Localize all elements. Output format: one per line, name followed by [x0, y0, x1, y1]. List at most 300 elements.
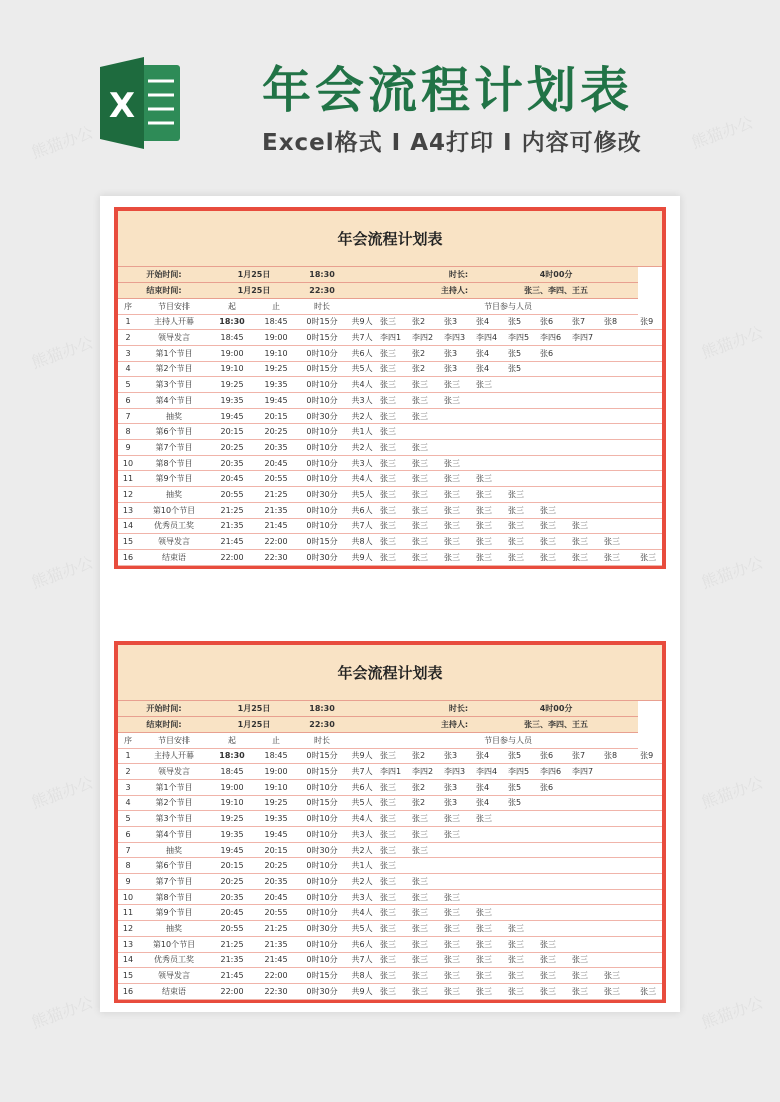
row-end: 20:55	[254, 471, 298, 487]
row-participant	[570, 502, 602, 518]
row-participant: 张三	[442, 471, 474, 487]
col-header-duration: 时长	[298, 298, 346, 314]
row-start: 22:00	[210, 549, 254, 565]
row-participant	[538, 842, 570, 858]
excel-logo-icon	[100, 57, 182, 149]
row-participant: 张三	[442, 377, 474, 393]
page-title: 年会流程计划表	[262, 62, 634, 119]
row-participant: 张三	[474, 952, 506, 968]
row-participant	[570, 874, 602, 890]
column-header-row	[118, 298, 662, 314]
row-duration: 0时15分	[298, 534, 346, 550]
row-participant: 张三	[570, 518, 602, 534]
row-start: 20:55	[210, 921, 254, 937]
row-participant: 张3	[442, 795, 474, 811]
row-participant: 张三	[378, 983, 410, 999]
row-participant: 张三	[442, 827, 474, 843]
row-participant	[506, 393, 538, 409]
row-participant	[602, 502, 638, 518]
row-participant: 张2	[410, 779, 442, 795]
row-no: 7	[118, 408, 138, 424]
row-duration: 0时30分	[298, 842, 346, 858]
row-participant: 李四5	[506, 764, 538, 780]
row-participant: 张三	[378, 936, 410, 952]
row-no: 8	[118, 858, 138, 874]
row-program: 结束语	[138, 983, 210, 999]
row-duration: 0时15分	[298, 361, 346, 377]
start-label: 开始时间:	[118, 267, 210, 283]
row-participant	[602, 471, 638, 487]
row-participant: 张6	[538, 748, 570, 764]
row-participant	[638, 487, 662, 503]
row-participant: 张三	[410, 936, 442, 952]
row-participant	[474, 455, 506, 471]
row-participant	[602, 377, 638, 393]
sheet-title: 年会流程计划表	[118, 211, 662, 267]
row-participant	[538, 377, 570, 393]
row-duration: 0时10分	[298, 424, 346, 440]
row-participant: 张三	[410, 968, 442, 984]
row-participant	[506, 811, 538, 827]
row-participant: 张三	[442, 487, 474, 503]
row-participant	[506, 440, 538, 456]
row-end: 18:45	[254, 748, 298, 764]
row-start: 19:00	[210, 779, 254, 795]
row-participant	[570, 424, 602, 440]
row-participant	[638, 440, 662, 456]
row-participant	[602, 408, 638, 424]
row-participant	[638, 330, 662, 346]
row-start: 20:35	[210, 889, 254, 905]
row-no: 1	[118, 748, 138, 764]
row-start: 19:25	[210, 377, 254, 393]
row-participant	[638, 502, 662, 518]
watermark: 熊猫办公	[699, 322, 766, 363]
row-participant	[602, 779, 638, 795]
row-participant	[570, 393, 602, 409]
row-participant: 张3	[442, 314, 474, 330]
row-participant: 张三	[410, 952, 442, 968]
row-start: 20:35	[210, 455, 254, 471]
row-participant: 张三	[442, 811, 474, 827]
row-program: 领导发言	[138, 534, 210, 550]
row-program: 第4个节目	[138, 393, 210, 409]
row-no: 4	[118, 795, 138, 811]
row-count: 共3人	[346, 889, 378, 905]
row-end: 21:35	[254, 936, 298, 952]
row-duration: 0时10分	[298, 874, 346, 890]
row-participant: 张三	[378, 345, 410, 361]
row-start: 19:35	[210, 827, 254, 843]
row-participant: 张三	[442, 534, 474, 550]
row-participant: 张三	[506, 518, 538, 534]
row-participant: 张三	[474, 534, 506, 550]
row-participant: 张三	[602, 968, 638, 984]
col-header-no: 序	[118, 732, 138, 748]
row-participant	[602, 936, 638, 952]
row-participant: 张5	[506, 795, 538, 811]
row-participant: 张三	[378, 314, 410, 330]
schedule-row	[118, 471, 662, 487]
row-participant: 张三	[602, 534, 638, 550]
duration-label: 时长:	[346, 701, 474, 717]
row-participant: 张三	[442, 889, 474, 905]
row-no: 3	[118, 779, 138, 795]
duration-value: 4时00分	[474, 267, 638, 283]
row-participant: 张2	[410, 314, 442, 330]
row-participant	[538, 361, 570, 377]
row-participant: 李四2	[410, 330, 442, 346]
row-start: 18:45	[210, 764, 254, 780]
row-participant	[442, 874, 474, 890]
column-header-row	[118, 732, 662, 748]
row-participant	[602, 455, 638, 471]
start-info-row	[118, 267, 662, 283]
row-no: 14	[118, 952, 138, 968]
row-start: 19:45	[210, 842, 254, 858]
row-end: 20:25	[254, 424, 298, 440]
row-participant: 张三	[378, 795, 410, 811]
row-participant: 张3	[442, 748, 474, 764]
row-start: 20:25	[210, 440, 254, 456]
row-participant: 张三	[506, 983, 538, 999]
row-participant: 张三	[410, 455, 442, 471]
duration-value: 4时00分	[474, 701, 638, 717]
row-participant: 张7	[570, 314, 602, 330]
row-no: 2	[118, 330, 138, 346]
row-participant: 李四7	[570, 764, 602, 780]
row-participant: 张三	[442, 518, 474, 534]
row-participant	[638, 795, 662, 811]
row-participant	[474, 889, 506, 905]
row-participant: 张三	[378, 549, 410, 565]
row-no: 6	[118, 393, 138, 409]
row-participant	[638, 779, 662, 795]
schedule-table	[118, 701, 662, 1000]
row-participant: 张三	[638, 983, 662, 999]
row-participant	[602, 827, 638, 843]
row-participant: 张三	[410, 889, 442, 905]
start-label: 开始时间:	[118, 701, 210, 717]
row-participant	[538, 487, 570, 503]
row-participant	[602, 440, 638, 456]
row-participant: 张2	[410, 795, 442, 811]
schedule-row	[118, 905, 662, 921]
row-participant: 张三	[378, 748, 410, 764]
row-participant: 张三	[410, 518, 442, 534]
row-end: 20:25	[254, 858, 298, 874]
row-participant: 张三	[378, 827, 410, 843]
row-participant	[638, 518, 662, 534]
row-participant: 张三	[378, 921, 410, 937]
row-duration: 0时30分	[298, 487, 346, 503]
row-end: 21:35	[254, 502, 298, 518]
row-participant: 张三	[378, 842, 410, 858]
row-count: 共9人	[346, 314, 378, 330]
row-duration: 0时30分	[298, 549, 346, 565]
row-program: 第2个节目	[138, 361, 210, 377]
row-participant	[570, 827, 602, 843]
row-participant: 张三	[538, 983, 570, 999]
end-time: 22:30	[298, 283, 346, 299]
col-header-end: 止	[254, 732, 298, 748]
row-start: 20:45	[210, 471, 254, 487]
row-count: 共6人	[346, 502, 378, 518]
row-start: 19:00	[210, 345, 254, 361]
row-participant	[506, 377, 538, 393]
row-participant: 张4	[474, 748, 506, 764]
row-duration: 0时10分	[298, 779, 346, 795]
row-participant	[538, 471, 570, 487]
row-participant	[570, 487, 602, 503]
row-count: 共4人	[346, 811, 378, 827]
row-participant: 张2	[410, 361, 442, 377]
start-date: 1月25日	[210, 267, 298, 283]
col-header-program: 节目安排	[138, 298, 210, 314]
row-participant: 张三	[442, 952, 474, 968]
row-participant: 张三	[442, 549, 474, 565]
row-program: 第6个节目	[138, 424, 210, 440]
row-participant	[410, 858, 442, 874]
row-participant	[538, 858, 570, 874]
row-program: 第3个节目	[138, 811, 210, 827]
row-start: 19:25	[210, 811, 254, 827]
row-participant: 张5	[506, 345, 538, 361]
row-participant: 张三	[506, 952, 538, 968]
row-participant: 张9	[638, 748, 662, 764]
row-end: 19:35	[254, 811, 298, 827]
row-count: 共6人	[346, 936, 378, 952]
row-no: 13	[118, 502, 138, 518]
row-start: 20:55	[210, 487, 254, 503]
row-program: 第7个节目	[138, 874, 210, 890]
row-participant	[506, 858, 538, 874]
row-participant	[538, 811, 570, 827]
row-no: 16	[118, 983, 138, 999]
col-header-duration: 时长	[298, 732, 346, 748]
row-count: 共1人	[346, 858, 378, 874]
row-start: 19:45	[210, 408, 254, 424]
row-participant: 张4	[474, 795, 506, 811]
row-duration: 0时10分	[298, 471, 346, 487]
row-participant: 张三	[410, 827, 442, 843]
row-participant	[570, 795, 602, 811]
row-participant: 张三	[474, 921, 506, 937]
row-end: 22:00	[254, 968, 298, 984]
watermark: 熊猫办公	[29, 552, 96, 593]
schedule-row	[118, 921, 662, 937]
row-participant: 张三	[378, 779, 410, 795]
row-participant	[506, 842, 538, 858]
row-participant: 张4	[474, 779, 506, 795]
row-participant: 张三	[506, 921, 538, 937]
row-participant	[602, 518, 638, 534]
row-participant: 张三	[538, 936, 570, 952]
schedule-row	[118, 936, 662, 952]
row-program: 第9个节目	[138, 471, 210, 487]
row-end: 19:10	[254, 779, 298, 795]
start-time: 18:30	[298, 267, 346, 283]
row-participant: 张三	[442, 921, 474, 937]
row-no: 8	[118, 424, 138, 440]
row-participant: 李四1	[378, 330, 410, 346]
end-label: 结束时间:	[118, 283, 210, 299]
row-participant	[442, 440, 474, 456]
row-participant	[638, 471, 662, 487]
row-participant: 张三	[410, 874, 442, 890]
row-participant: 张三	[474, 936, 506, 952]
schedule-sheet-2	[114, 641, 666, 1003]
row-duration: 0时30分	[298, 921, 346, 937]
col-header-end: 止	[254, 298, 298, 314]
row-program: 第10个节目	[138, 502, 210, 518]
row-duration: 0时15分	[298, 764, 346, 780]
schedule-row	[118, 842, 662, 858]
row-participant: 张8	[602, 314, 638, 330]
row-count: 共4人	[346, 905, 378, 921]
start-info-row	[118, 701, 662, 717]
row-program: 抽奖	[138, 487, 210, 503]
row-participant	[538, 827, 570, 843]
row-duration: 0时10分	[298, 345, 346, 361]
row-participant	[538, 440, 570, 456]
row-program: 抽奖	[138, 842, 210, 858]
row-program: 第8个节目	[138, 889, 210, 905]
schedule-row	[118, 345, 662, 361]
row-participant	[538, 874, 570, 890]
row-participant: 张9	[638, 314, 662, 330]
duration-label: 时长:	[346, 267, 474, 283]
row-participant: 张三	[570, 968, 602, 984]
row-participant	[474, 440, 506, 456]
row-duration: 0时30分	[298, 408, 346, 424]
row-participant	[570, 811, 602, 827]
schedule-row	[118, 795, 662, 811]
row-duration: 0时10分	[298, 455, 346, 471]
row-program: 领导发言	[138, 968, 210, 984]
row-end: 19:25	[254, 361, 298, 377]
row-end: 19:00	[254, 764, 298, 780]
row-no: 10	[118, 889, 138, 905]
schedule-row	[118, 424, 662, 440]
row-participant: 张三	[410, 377, 442, 393]
row-end: 22:30	[254, 983, 298, 999]
row-participant	[602, 345, 638, 361]
row-participant	[538, 455, 570, 471]
row-count: 共9人	[346, 983, 378, 999]
row-participant: 张3	[442, 779, 474, 795]
row-participant: 张三	[442, 502, 474, 518]
row-participant	[506, 874, 538, 890]
row-participant	[538, 424, 570, 440]
row-participant	[638, 455, 662, 471]
row-participant: 张三	[410, 549, 442, 565]
row-participant: 张三	[538, 502, 570, 518]
end-time: 22:30	[298, 717, 346, 733]
row-end: 22:30	[254, 549, 298, 565]
watermark: 熊猫办公	[29, 332, 96, 373]
row-participant: 张4	[474, 314, 506, 330]
row-participant: 李四6	[538, 330, 570, 346]
row-no: 15	[118, 534, 138, 550]
row-participant	[602, 424, 638, 440]
row-participant: 张三	[410, 983, 442, 999]
row-participant: 张三	[410, 471, 442, 487]
schedule-row	[118, 534, 662, 550]
row-participant: 张三	[378, 440, 410, 456]
row-count: 共1人	[346, 424, 378, 440]
row-participant	[442, 842, 474, 858]
row-participant: 张三	[410, 408, 442, 424]
schedule-row	[118, 314, 662, 330]
row-participant: 李四7	[570, 330, 602, 346]
row-participant	[602, 921, 638, 937]
row-program: 领导发言	[138, 330, 210, 346]
row-duration: 0时15分	[298, 748, 346, 764]
row-participant: 张三	[378, 361, 410, 377]
row-duration: 0时10分	[298, 858, 346, 874]
row-participant	[638, 921, 662, 937]
row-participant	[538, 795, 570, 811]
row-participant: 张三	[378, 534, 410, 550]
row-participant: 张三	[638, 549, 662, 565]
row-participant	[570, 361, 602, 377]
row-participant	[474, 408, 506, 424]
row-duration: 0时10分	[298, 502, 346, 518]
watermark: 熊猫办公	[29, 772, 96, 813]
row-end: 21:25	[254, 921, 298, 937]
row-participant	[506, 424, 538, 440]
row-participant: 张三	[442, 968, 474, 984]
row-participant: 张5	[506, 748, 538, 764]
row-participant: 张三	[410, 393, 442, 409]
row-participant: 张三	[410, 487, 442, 503]
row-participant: 张三	[442, 455, 474, 471]
row-participant	[602, 361, 638, 377]
row-participant	[638, 968, 662, 984]
row-participant: 李四5	[506, 330, 538, 346]
row-no: 10	[118, 455, 138, 471]
row-participant: 张三	[378, 889, 410, 905]
schedule-row	[118, 874, 662, 890]
schedule-row	[118, 330, 662, 346]
row-participant	[638, 408, 662, 424]
row-participant: 张三	[378, 471, 410, 487]
row-participant: 张三	[378, 424, 410, 440]
row-participant	[442, 408, 474, 424]
row-count: 共4人	[346, 471, 378, 487]
row-participant	[602, 905, 638, 921]
row-participant: 张三	[602, 983, 638, 999]
end-info-row	[118, 717, 662, 733]
row-participant	[602, 487, 638, 503]
row-participant	[638, 534, 662, 550]
schedule-table	[118, 267, 662, 566]
row-participant: 张三	[378, 502, 410, 518]
row-participant: 李四6	[538, 764, 570, 780]
row-participant	[570, 936, 602, 952]
row-participant	[570, 345, 602, 361]
row-participant: 张三	[506, 936, 538, 952]
row-participant: 张三	[474, 487, 506, 503]
row-participant: 张三	[378, 455, 410, 471]
row-end: 19:00	[254, 330, 298, 346]
row-participant: 张三	[506, 502, 538, 518]
row-program: 主持人开幕	[138, 748, 210, 764]
row-start: 21:35	[210, 952, 254, 968]
row-participant	[474, 842, 506, 858]
schedule-row	[118, 983, 662, 999]
